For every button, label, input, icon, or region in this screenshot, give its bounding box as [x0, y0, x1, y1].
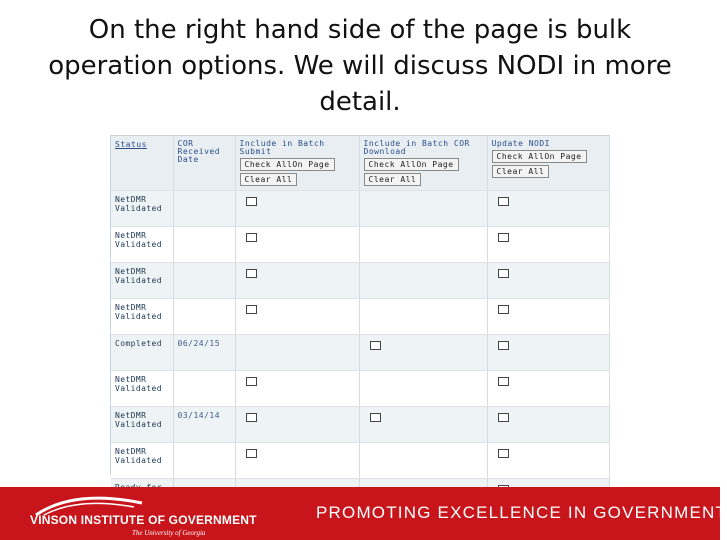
table-header-row: [111, 136, 609, 191]
submit-checkbox[interactable]: [246, 233, 257, 242]
table-row: [111, 443, 609, 479]
logo-name: VINSON INSTITUTE OF GOVERNMENT: [30, 513, 257, 527]
date-cell: [173, 227, 235, 263]
date-cell: [173, 263, 235, 299]
footer-tagline: PROMOTING EXCELLENCE IN GOVERNMENT: [316, 503, 727, 522]
dmr-table: [111, 136, 610, 515]
table-row: [111, 191, 609, 227]
submit-checkbox[interactable]: [246, 197, 257, 206]
slide-title: On the right hand side of the page is bulk operation options. We will discuss NODI in more detail.: [48, 15, 672, 117]
col-cor-received-date: COR Received Date: [173, 136, 235, 191]
nodi-checkbox[interactable]: [498, 449, 509, 458]
submit-checkbox[interactable]: [246, 305, 257, 314]
nodi-cell: [487, 335, 609, 371]
status-sort-link[interactable]: Status: [115, 140, 147, 149]
cor-date: 06/24/15: [177, 339, 221, 348]
nodi-cell: [487, 263, 609, 299]
download-checkbox[interactable]: [370, 341, 381, 350]
date-cell: [173, 407, 235, 443]
nodi-checkbox[interactable]: [498, 341, 509, 350]
netdmr-screenshot: [110, 135, 610, 475]
nodi-cell: [487, 407, 609, 443]
submit-cell: [235, 191, 359, 227]
nodi-checkbox[interactable]: [498, 233, 509, 242]
submit-checkbox[interactable]: [246, 269, 257, 278]
vinson-institute-logo: [28, 495, 257, 537]
download-clear-all-button[interactable]: Clear All: [364, 173, 422, 186]
nodi-check-all-button[interactable]: Check AllOn Page: [492, 150, 587, 163]
submit-cell: [235, 443, 359, 479]
status-cell: [111, 407, 173, 443]
date-cell: [173, 335, 235, 371]
download-checkbox[interactable]: [370, 413, 381, 422]
submit-cell: [235, 227, 359, 263]
status-cell: [111, 299, 173, 335]
footer-banner: [0, 487, 727, 540]
status-text: NetDMR Validated: [115, 411, 162, 429]
status-text: NetDMR Validated: [115, 267, 162, 285]
submit-cell: [235, 407, 359, 443]
submit-cell: [235, 335, 359, 371]
submit-cell: [235, 371, 359, 407]
submit-checkbox[interactable]: [246, 449, 257, 458]
status-cell: [111, 227, 173, 263]
status-cell: [111, 443, 173, 479]
status-cell: [111, 335, 173, 371]
nodi-checkbox[interactable]: [498, 377, 509, 386]
submit-cell: [235, 263, 359, 299]
table-row: [111, 299, 609, 335]
download-cell: [359, 263, 487, 299]
table-row: [111, 227, 609, 263]
status-text: NetDMR Validated: [115, 195, 162, 213]
download-cell: [359, 407, 487, 443]
status-text: NetDMR Validated: [115, 375, 162, 393]
nodi-clear-all-button[interactable]: Clear All: [492, 165, 550, 178]
col-batch-submit: Include in Batch Submit Check AllOn Page Clear All: [235, 136, 359, 191]
table-row: [111, 335, 609, 371]
download-cell: [359, 227, 487, 263]
nodi-cell: [487, 371, 609, 407]
status-cell: [111, 191, 173, 227]
download-cell: [359, 443, 487, 479]
status-text: NetDMR Validated: [115, 447, 162, 465]
download-cell: [359, 299, 487, 335]
submit-cell: [235, 299, 359, 335]
table-row: [111, 371, 609, 407]
date-cell: [173, 299, 235, 335]
nodi-cell: [487, 227, 609, 263]
nodi-cell: [487, 191, 609, 227]
date-cell: [173, 191, 235, 227]
submit-clear-all-button[interactable]: Clear All: [240, 173, 298, 186]
table-row: [111, 407, 609, 443]
download-cell: [359, 191, 487, 227]
status-cell: [111, 263, 173, 299]
submit-check-all-button[interactable]: Check AllOn Page: [240, 158, 335, 171]
date-cell: [173, 443, 235, 479]
download-cell: [359, 371, 487, 407]
col-batch-download: Include in Batch COR Download Check AllOn Page Clear All: [359, 136, 487, 191]
col-status[interactable]: [111, 136, 173, 191]
nodi-checkbox[interactable]: [498, 413, 509, 422]
nodi-checkbox[interactable]: [498, 269, 509, 278]
cor-date: 03/14/14: [177, 411, 221, 420]
nodi-cell: [487, 443, 609, 479]
status-text: Completed: [115, 339, 162, 348]
nodi-cell: [487, 299, 609, 335]
nodi-checkbox[interactable]: [498, 305, 509, 314]
download-check-all-button[interactable]: Check AllOn Page: [364, 158, 459, 171]
download-cell: [359, 335, 487, 371]
date-cell: [173, 371, 235, 407]
status-text: NetDMR Validated: [115, 303, 162, 321]
nodi-checkbox[interactable]: [498, 197, 509, 206]
status-text: NetDMR Validated: [115, 231, 162, 249]
col-update-nodi: Update NODI Check AllOn Page Clear All: [487, 136, 609, 191]
status-cell: [111, 371, 173, 407]
submit-checkbox[interactable]: [246, 413, 257, 422]
table-row: [111, 263, 609, 299]
logo-subtitle: The University of Georgia: [132, 529, 206, 537]
submit-checkbox[interactable]: [246, 377, 257, 386]
